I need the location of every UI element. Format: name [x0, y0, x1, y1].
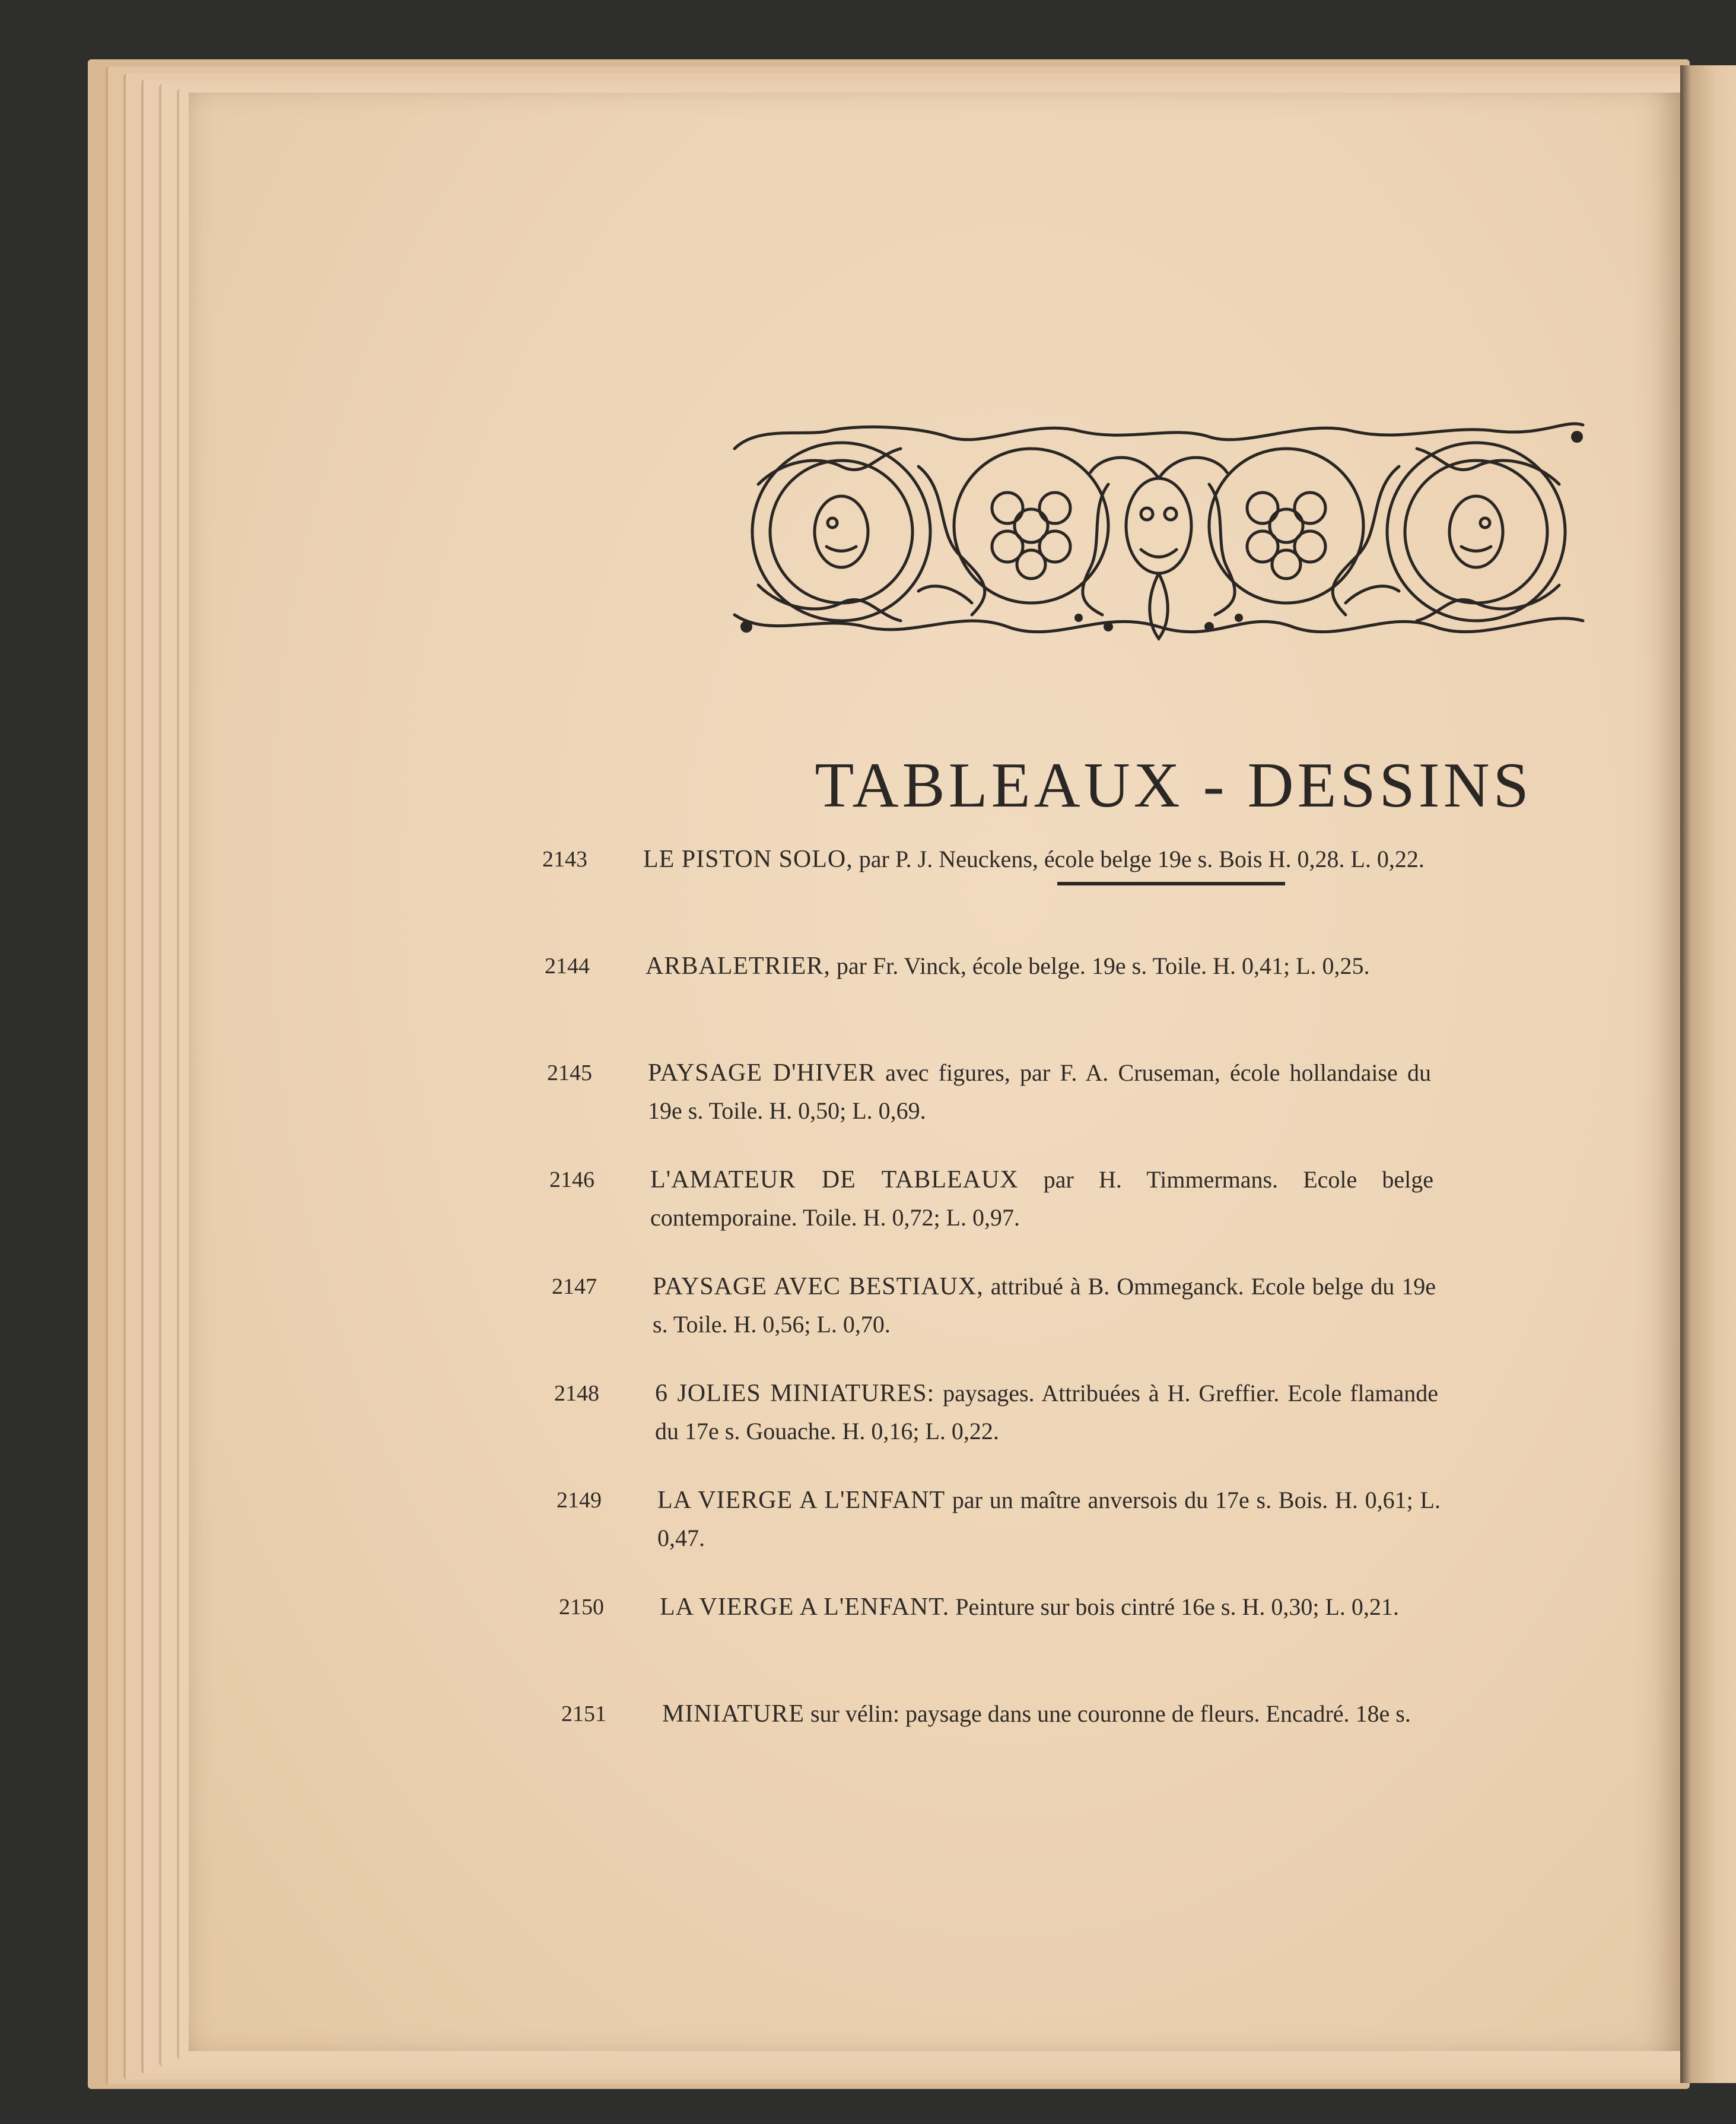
ornamental-headpiece [723, 413, 1595, 650]
lot-number: 2148 [554, 1381, 599, 1406]
lot-details: sur vélin: paysage dans une couronne de fleurs. Encadré. 18e s. [804, 1700, 1411, 1727]
lot-description [648, 1054, 1431, 1130]
lot-description [646, 947, 1429, 985]
lot-description [660, 1588, 1443, 1626]
lot-details: Peinture sur bois cintré 16e s. H. 0,30; L. 0,21. [949, 1593, 1399, 1620]
facing-page [1680, 65, 1736, 2083]
lot-description [655, 1374, 1438, 1450]
lot-details: attribué à B. Ommeganck. Ecole belge du 19e s. Toile. H. 0,56; L. 0,70. [653, 1273, 1436, 1338]
lot-number: 2146 [549, 1167, 594, 1192]
lot-title: PAYSAGE AVEC BESTIAUX, [653, 1273, 984, 1300]
lot-title: LA VIERGE A L'ENFANT. [660, 1593, 950, 1621]
lot-title: LA VIERGE A L'ENFANT [657, 1487, 946, 1514]
lot-details: par un maître anversois du 17e s. Bois. H. 0,61; L. 0,47. [657, 1487, 1441, 1551]
lot-number: 2144 [545, 954, 590, 979]
lot-title: L'AMATEUR DE TABLEAUX [650, 1166, 1019, 1193]
lot-description [653, 1268, 1436, 1344]
title-rule [1057, 882, 1285, 885]
lot-details: avec figures, par F. A. Cruseman, école hollandaise du 19e s. Toile. H. 0,50; L. 0,69. [648, 1059, 1431, 1124]
lot-number: 2147 [552, 1274, 597, 1299]
lot-description [643, 840, 1426, 878]
lot-number: 2143 [542, 847, 587, 872]
lot-details: par H. Timmermans. Ecole belge contemporaine. Toile. H. 0,72; L. 0,97. [650, 1166, 1433, 1231]
lot-number: 2149 [557, 1488, 602, 1513]
lot-details: par Fr. Vinck, école belge. 19e s. Toile. H. 0,41; L. 0,25. [830, 953, 1370, 979]
lot-details: par P. J. Neuckens, école belge 19e s. Bois H. 0,28. L. 0,22. [853, 846, 1425, 872]
lot-title: ARBALETRIER, [646, 953, 831, 980]
lot-description [657, 1481, 1441, 1557]
lot-title: MINIATURE [662, 1700, 805, 1728]
lot-description [650, 1161, 1433, 1237]
lot-number: 2145 [547, 1061, 592, 1085]
lot-title: 6 JOLIES MINIATURES: [655, 1380, 935, 1407]
lot-number: 2151 [561, 1701, 606, 1726]
lot-title: PAYSAGE D'HIVER [648, 1059, 876, 1087]
lot-title: LE PISTON SOLO, [643, 846, 853, 873]
lot-description [662, 1695, 1445, 1733]
catalogue-page [189, 93, 1680, 2051]
lot-details: paysages. Attribuées à H. Greffier. Ecole flamande du 17e s. Gouache. H. 0,16; L. 0,22. [655, 1380, 1439, 1444]
section-title: TABLEAUX - DESSINS [815, 750, 1532, 821]
lot-number: 2150 [559, 1595, 604, 1620]
